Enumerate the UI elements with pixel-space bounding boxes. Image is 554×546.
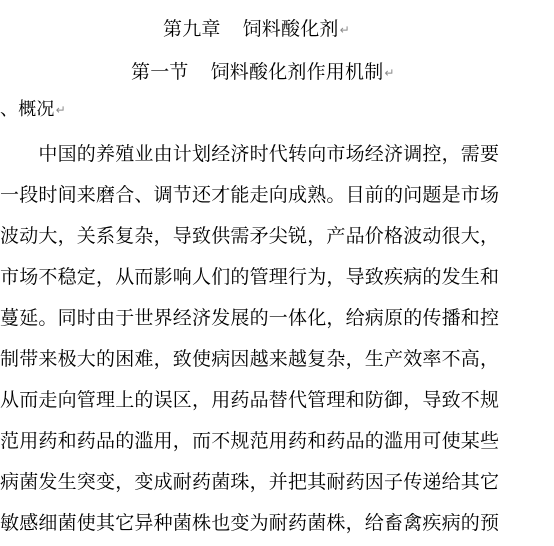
body-paragraph-line: 从而走向管理上的误区，用药品替代管理和防御，导致不规 [0, 389, 500, 411]
chapter-number: 第九章 [163, 18, 221, 40]
body-paragraph-line: 市场不稳定，从而影响人们的管理行为，导致疾病的发生和 [0, 266, 500, 288]
subsection-heading-text: 、概况 [0, 99, 55, 120]
body-paragraph-line: 制带来极大的困难，致使病因越来越复杂，生产效率不高， [0, 348, 500, 370]
paragraph-mark-icon: ↵ [384, 66, 395, 80]
body-paragraph-line: 范用药和药品的滥用，而不规范用药和药品的滥用可使某些 [0, 430, 500, 452]
section-title [131, 60, 395, 85]
section-number: 第一节 [131, 61, 189, 83]
paragraph-mark-icon: ↵ [339, 23, 350, 37]
body-paragraph-line: 中国的养殖业由计划经济时代转向市场经济调控，需要 [0, 143, 500, 165]
paragraph-mark-icon: ↵ [55, 103, 66, 117]
body-paragraph-line: 病菌发生突变，变成耐药菌珠，并把其耐药因子传递给其它 [0, 471, 500, 493]
body-paragraph-line: 蔓延。同时由于世界经济发展的一体化，给病原的传播和控 [0, 307, 500, 329]
section-name: 饲料酸化剂作用机制 [210, 61, 384, 83]
subsection-heading [0, 98, 66, 122]
chapter-title [163, 17, 350, 42]
body-paragraph-line: 一段时间来磨合、调节还才能走向成熟。目前的问题是市场 [0, 184, 500, 206]
body-paragraph-line: 敏感细菌使其它异种菌株也变为耐药菌株，给畜禽疾病的预 [0, 512, 500, 534]
body-paragraph-line: 波动大，关系复杂，导致供需矛尖锐，产品价格波动很大， [0, 225, 500, 247]
chapter-name: 饲料酸化剂 [242, 18, 339, 40]
